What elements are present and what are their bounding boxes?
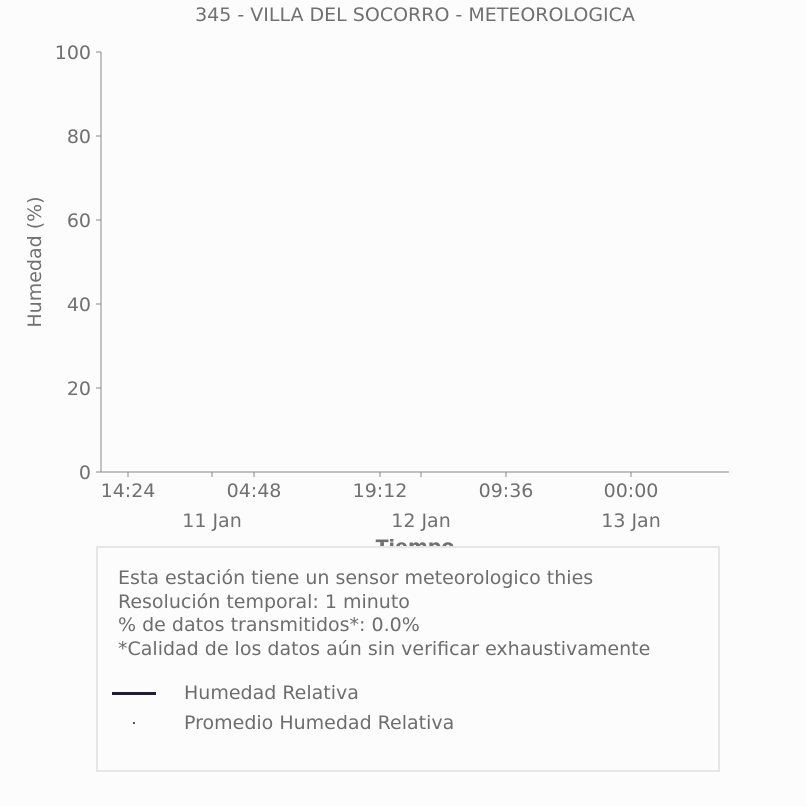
x-tick-label: 19:12 <box>352 480 408 502</box>
info-line-transmitted: % de datos transmitidos*: 0.0% <box>118 614 420 636</box>
y-tick-label: 20 <box>66 378 91 400</box>
x-major-tick-label: 11 Jan <box>182 510 242 532</box>
y-tick-label: 100 <box>54 42 91 64</box>
y-tick-label: 40 <box>66 294 91 316</box>
point-swatch-icon <box>133 722 135 724</box>
y-tick-label: 60 <box>66 210 91 232</box>
x-tick-label: 00:00 <box>603 480 659 502</box>
info-legend-box <box>96 546 720 772</box>
legend-line-swatch <box>112 681 156 705</box>
chart-title: 345 - VILLA DEL SOCORRO - METEOROLOGICA <box>195 4 635 26</box>
legend-point-swatch <box>112 711 156 735</box>
y-ticks <box>55 42 101 484</box>
y-tick-label: 80 <box>66 126 91 148</box>
x-major-tick-label: 12 Jan <box>391 510 451 532</box>
x-tick-label: 04:48 <box>226 480 282 502</box>
info-line-sensor: Esta estación tiene un sensor meteorologico thies <box>118 567 594 589</box>
legend-item-promedio-humedad-relativa[interactable] <box>112 711 454 735</box>
legend-label: Humedad Relativa <box>184 682 359 704</box>
legend-label: Promedio Humedad Relativa <box>184 712 455 734</box>
x-tick-label: 14:24 <box>100 480 156 502</box>
y-axis-label: Humedad (%) <box>24 196 46 328</box>
y-tick-label: 0 <box>78 462 91 484</box>
legend-item-humedad-relativa[interactable] <box>112 681 359 705</box>
info-text <box>118 567 650 661</box>
info-line-quality: *Calidad de los datos aún sin verificar exhaustivamente <box>118 637 651 660</box>
x-tick-label: 09:36 <box>478 480 534 502</box>
info-line-resolution: Resolución temporal: 1 minuto <box>118 590 410 613</box>
x-major-tick-label: 13 Jan <box>601 510 661 532</box>
line-swatch-icon <box>112 692 156 695</box>
x-ticks <box>101 472 661 532</box>
